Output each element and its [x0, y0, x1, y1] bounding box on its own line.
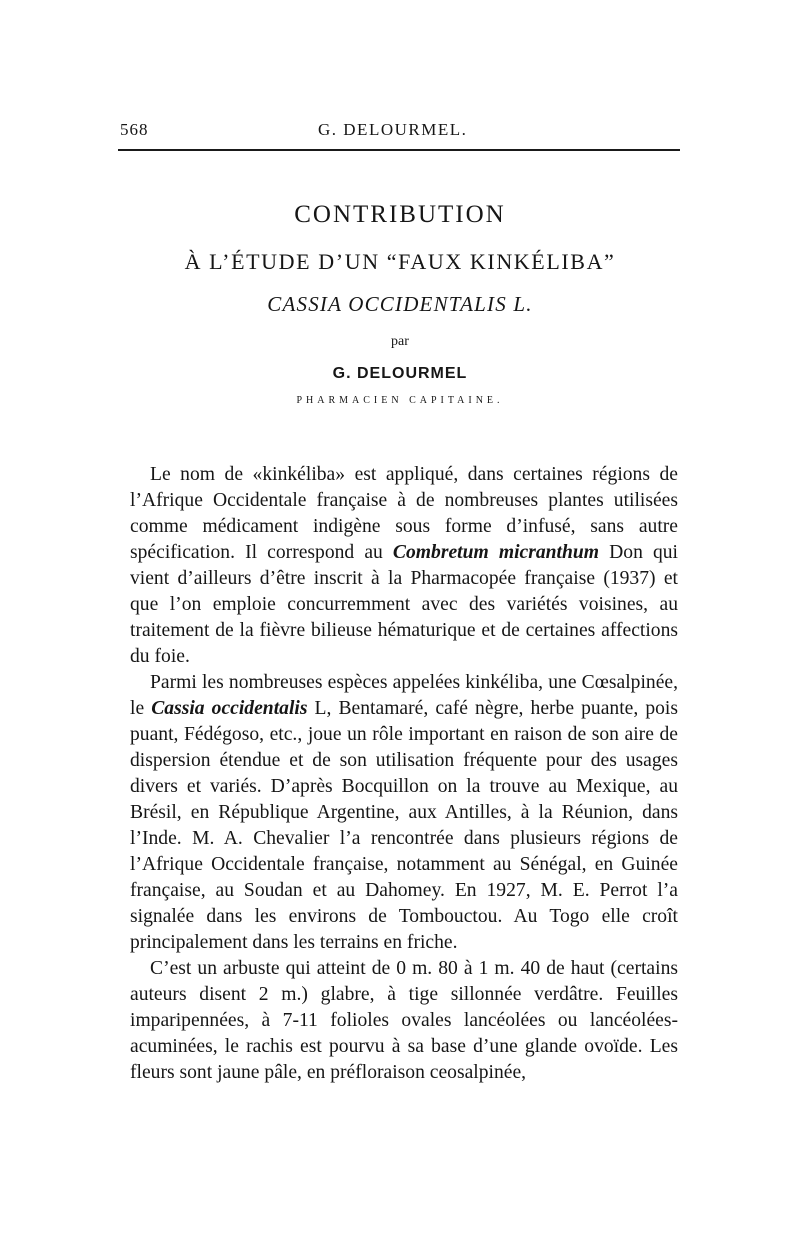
body-paragraph [130, 670, 678, 956]
author-title: PHARMACIEN CAPITAINE. [296, 395, 504, 406]
paragraph-text: L, Bentamaré, café nègre, herbe puante, pois puant, Fédégoso, etc., joue un rôle important en raison de son aire de dispersion étendue et de son utilisation fréquente pour des usages divers et variés. D’après Bocquillon on la trouve au Mexique, au Brésil, en République Argentine, aux Antilles, à la Réunion, dans l’Inde. M. A. Chevalier l’a rencontrée dans plusieurs régions de l’Afrique Occidentale française, notamment au Sénégal, en Guinée française, au Soudan et au Dahomey. En 1927, M. E. Perrot l’a signalée dans les environs de Tombouctou. Au Togo elle croît principalement dans les terrains en friche. [130, 698, 678, 953]
species-name: Combretum micranthum [392, 542, 600, 563]
running-head [120, 120, 680, 142]
paragraph-text: Don qui vient d’ailleurs d’être inscrit à la Pharmacopée française (1937) et que l’on emploie concurremment avec des variétés voisines, au traitement de la fièvre bilieuse hématurique et de certaines affections du foie. [130, 542, 678, 667]
body-paragraph [130, 956, 678, 1086]
title-contribution: CONTRIBUTION [294, 201, 506, 228]
article-body [130, 462, 678, 1086]
body-paragraph [130, 462, 678, 670]
species-name: Cassia occidentalis [151, 698, 308, 719]
author-name: G. DELOURMEL [332, 365, 468, 382]
byline-par: par [391, 334, 409, 349]
title-species: CASSIA OCCIDENTALIS L. [267, 292, 533, 316]
paragraph-text: Parmi les nombreuses espèces appelées kinkéliba, une Cœsalpinée, le [130, 672, 678, 719]
running-author: G. DELOURMEL. [318, 120, 468, 139]
article-title-block [120, 200, 680, 408]
paragraph-text: C’est un arbuste qui atteint de 0 m. 80 à 1 m. 40 de haut (certains auteurs disent 2 m.) glabre, à tige sillonnée verdâtre. Feuilles imparipennées, à 7-11 folioles ovales lancéolées ou lancéolées-acuminées, le rachis est pourvu à sa base d’une glande ovoïde. Les fleurs sont jaune pâle, en préfloraison ceosalpinée, [130, 958, 678, 1083]
page-number: 568 [120, 120, 149, 139]
header-rule [118, 149, 680, 151]
paragraph-text: Le nom de «kinkéliba» est appliqué, dans certaines régions de l’Afrique Occidentale française à de nombreuses plantes utilisées comme médicament indigène sous forme d’infusé, sans autre spécification. Il correspond au [130, 464, 678, 563]
title-subject: À L’ÉTUDE D’UN “FAUX KINKÉLIBA” [184, 249, 616, 274]
